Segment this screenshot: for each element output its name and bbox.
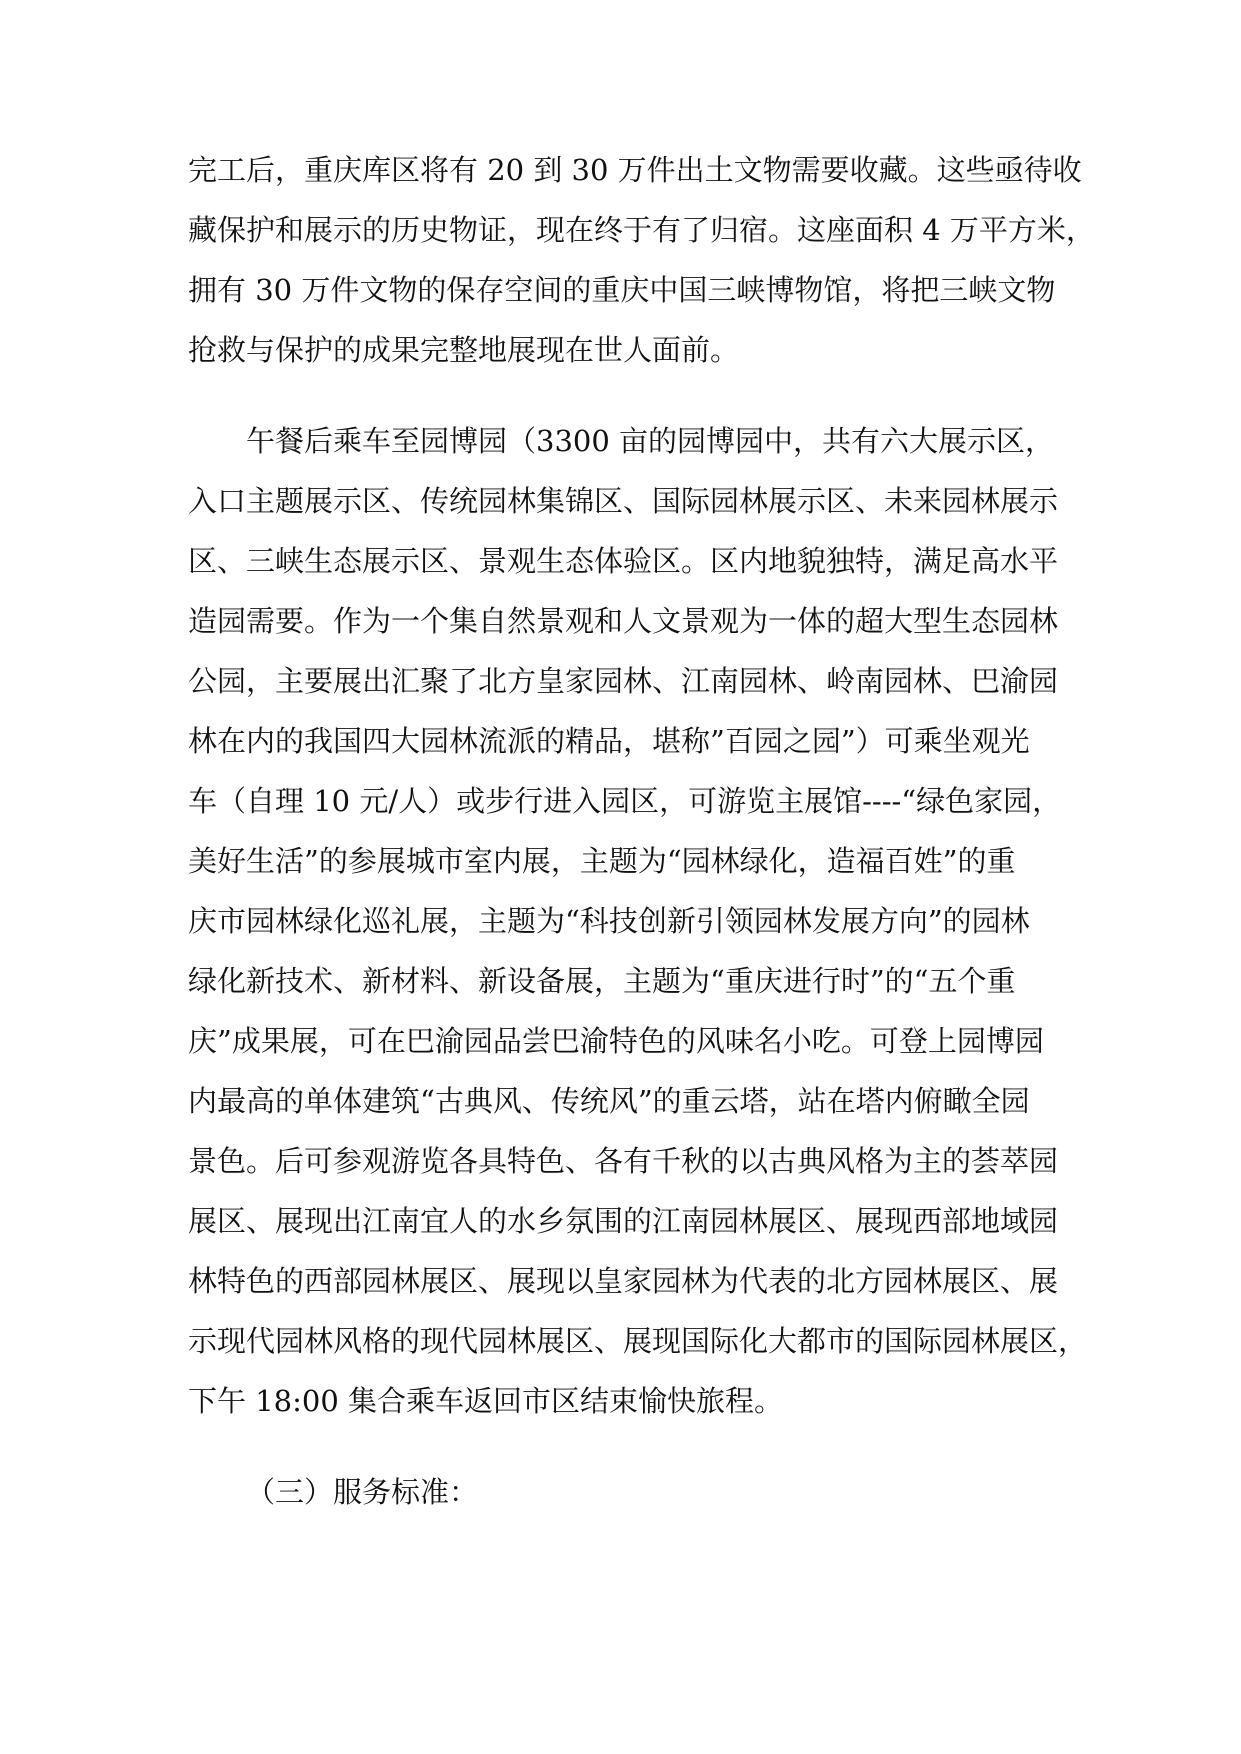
paragraph-2-line-2: 入口主题展示区、传统园林集锦区、国际园林展示区、未来园林展示 <box>188 484 1059 518</box>
paragraph-2-line-9: 庆市园林绿化巡礼展，主题为“科技创新引领园林发展方向”的园林 <box>188 904 1030 938</box>
paragraph-2-line-4: 造园需要。作为一个集自然景观和人文景观为一体的超大型生态园林 <box>188 604 1059 638</box>
paragraph-2-line-7: 车（自理 10 元/人）或步行进入园区，可游览主展馆----“绿色家园， <box>188 784 1062 818</box>
paragraph-2-line-14: 展区、展现出江南宜人的水乡氛围的江南园林展区、展现西部地域园 <box>188 1204 1059 1238</box>
paragraph-2-line-5: 公园，主要展出汇聚了北方皇家园林、江南园林、岭南园林、巴渝园 <box>188 664 1059 698</box>
paragraph-2-line-1: 午餐后乘车至园博园（3300 亩的园博园中，共有六大展示区， <box>246 424 1055 458</box>
paragraph-2-line-16: 示现代园林风格的现代园林展区、展现国际化大都市的国际园林展区， <box>188 1324 1088 1358</box>
paragraph-2-line-6: 林在内的我国四大园林流派的精品，堪称”百园之园”）可乘坐观光 <box>188 724 1030 758</box>
paragraph-2-line-11: 庆”成果展，可在巴渝园品尝巴渝特色的风味名小吃。可登上园博园 <box>188 1024 1044 1058</box>
paragraph-2-line-17: 下午 18:00 集合乘车返回市区结束愉快旅程。 <box>188 1384 784 1418</box>
paragraph-1-line-3: 拥有 30 万件文物的保存空间的重庆中国三峡博物馆，将把三峡文物 <box>188 273 1056 307</box>
paragraph-1-line-4: 抢救与保护的成果完整地展现在世人面前。 <box>188 333 740 367</box>
paragraph-1-line-2: 藏保护和展示的历史物证，现在终于有了归宿。这座面积 4 万平方米， <box>188 213 1095 247</box>
paragraph-2-line-15: 林特色的西部园林展区、展现以皇家园林为代表的北方园林展区、展 <box>188 1264 1059 1298</box>
paragraph-2-line-8: 美好生活”的参展城市室内展，主题为“园林绿化，造福百姓”的重 <box>188 844 1016 878</box>
paragraph-2-line-3: 区、三峡生态展示区、景观生态体验区。区内地貌独特，满足高水平 <box>188 544 1059 578</box>
section-heading: （三）服务标准： <box>246 1475 479 1509</box>
paragraph-2-line-12: 内最高的单体建筑“古典风、传统风”的重云塔，站在塔内俯瞰全园 <box>188 1084 1030 1118</box>
paragraph-2-line-13: 景色。后可参观游览各具特色、各有千秋的以古典风格为主的荟萃园 <box>188 1144 1059 1178</box>
paragraph-1-line-1: 完工后，重庆库区将有 20 到 30 万件出土文物需要收藏。这些亟待收 <box>188 153 1082 187</box>
paragraph-2-line-10: 绿化新技术、新材料、新设备展，主题为“重庆进行时”的“五个重 <box>188 964 1016 998</box>
